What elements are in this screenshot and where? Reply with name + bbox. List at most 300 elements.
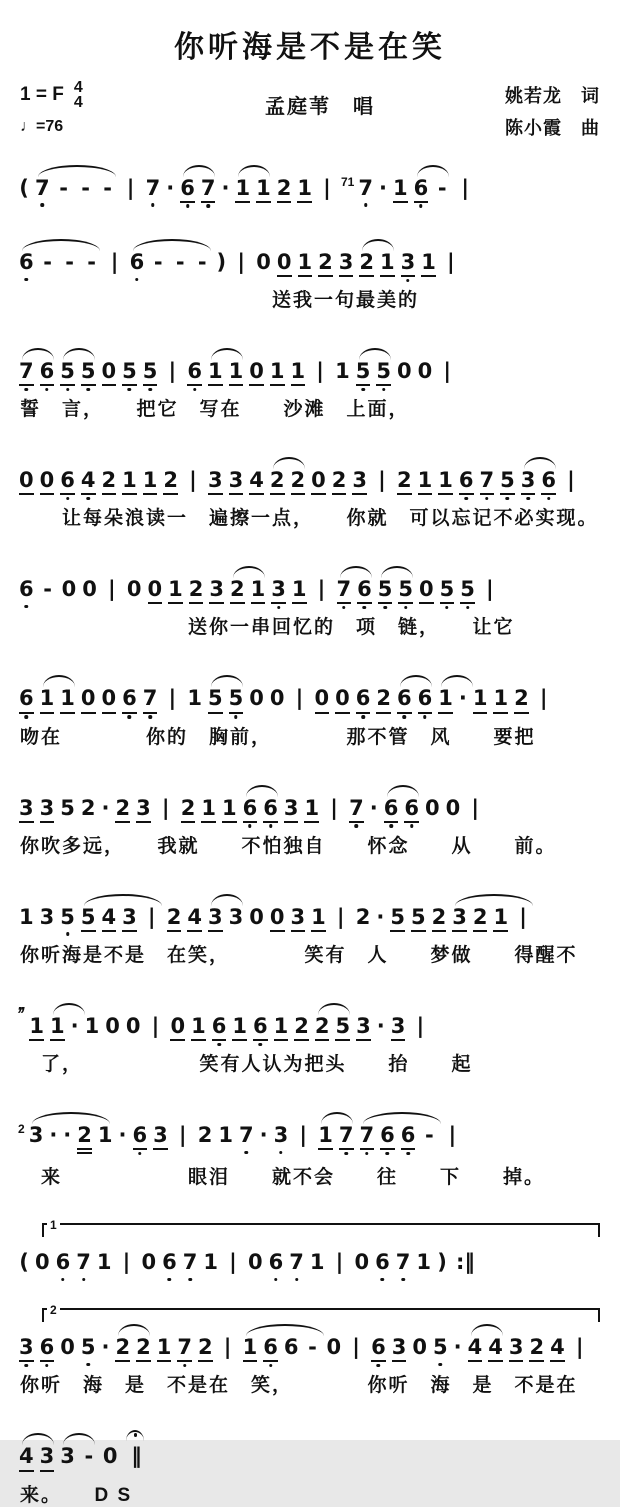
parenthesis: ( <box>19 175 29 200</box>
barline: | <box>448 1123 457 1148</box>
notation-systems <box>14 163 606 1507</box>
note: 6 <box>268 1250 284 1275</box>
note: 1 <box>243 1335 258 1362</box>
note: 1 <box>335 359 350 384</box>
note: 6 <box>380 1123 395 1150</box>
note: 2 <box>397 468 412 495</box>
note: 5 <box>60 904 75 929</box>
note: 2 <box>291 468 306 495</box>
note: 1 <box>191 1014 206 1041</box>
barline: | <box>461 175 470 200</box>
barline: | <box>168 359 177 384</box>
note: 0 <box>424 795 440 820</box>
key-signature <box>20 80 190 110</box>
note: 7 <box>360 1123 375 1150</box>
note: 0 <box>249 686 264 711</box>
duration-dash: - <box>153 249 163 274</box>
volta-bracket <box>42 1303 600 1322</box>
note: 0 <box>249 359 264 386</box>
note: 0 <box>354 1250 370 1275</box>
key-value: 1 = F <box>20 84 64 106</box>
duration-dash: - <box>425 1123 434 1148</box>
barline: | <box>471 795 480 820</box>
repeat-end-barline: :‖ <box>456 1250 475 1275</box>
note: 0 <box>102 1444 118 1469</box>
note: 0 <box>256 249 271 274</box>
lyrics-line: 送你一串回忆的 项 链， 让它 <box>20 617 515 639</box>
note: 3 <box>229 468 244 495</box>
note: 0 <box>82 577 97 602</box>
note: 1 <box>473 686 488 713</box>
note: 2 <box>529 1335 544 1362</box>
barline: | <box>447 249 455 274</box>
grace-note: 71 <box>340 174 355 189</box>
note: 2 <box>80 795 96 820</box>
note: 3 <box>271 577 286 604</box>
note: 3 <box>19 796 34 823</box>
note: 2 <box>77 1123 92 1154</box>
music-system <box>14 455 606 530</box>
duration-dash: - <box>87 249 96 274</box>
note: 2 <box>514 686 529 713</box>
barline: | <box>539 686 548 711</box>
music-system <box>14 1303 606 1397</box>
barline: | <box>317 577 326 602</box>
note: 6 <box>375 1250 390 1275</box>
note: 1 <box>203 1250 218 1275</box>
note: 7 <box>76 1250 91 1275</box>
note: 7 <box>289 1250 304 1275</box>
music-system <box>14 564 606 639</box>
note: 1 <box>292 577 307 604</box>
barline: | <box>295 686 304 711</box>
note: 0 <box>315 686 330 713</box>
note: 1 <box>229 359 244 386</box>
note: 1 <box>60 686 75 713</box>
note: 4 <box>102 905 117 932</box>
note: 6 <box>404 796 419 823</box>
note: 5 <box>80 1335 96 1360</box>
note: 6 <box>384 796 399 823</box>
note: 2 <box>473 905 488 932</box>
note: 0 <box>126 577 142 602</box>
notation-line <box>16 673 604 713</box>
note: 2 <box>318 250 333 277</box>
note: 6 <box>401 1123 416 1150</box>
barline: | <box>316 359 324 384</box>
barline: | <box>486 577 494 602</box>
note: 3 <box>392 1335 407 1362</box>
note: 1 <box>309 1250 325 1275</box>
note: 1 <box>297 176 312 203</box>
notation-line <box>16 346 604 386</box>
music-system <box>14 237 606 312</box>
augmentation-dot: · <box>369 795 378 820</box>
note: 4 <box>187 905 202 932</box>
note: 0 <box>60 1335 75 1360</box>
music-system <box>14 1110 606 1189</box>
note: 1 <box>222 796 237 823</box>
augmentation-dot: · <box>458 686 467 711</box>
note: 1 <box>96 1250 112 1275</box>
note: 0 <box>397 359 412 384</box>
note: 0 <box>102 359 117 386</box>
barline: | <box>352 1335 360 1360</box>
note: 6 <box>357 577 372 604</box>
note: 7 <box>143 686 158 713</box>
note: 3 <box>40 1444 55 1471</box>
note: 1 <box>187 686 202 711</box>
meta-row <box>14 80 606 145</box>
note: 4 <box>550 1335 565 1362</box>
music-system <box>14 346 606 421</box>
note: 5 <box>390 905 405 932</box>
tempo-marking: ♩=76 <box>20 118 64 136</box>
lyrics-line: 吻在 你的 胸前， 那不管 风 要把 <box>20 726 536 748</box>
note: 2 <box>136 1335 151 1362</box>
note: 1 <box>201 796 216 823</box>
music-system <box>14 1431 606 1506</box>
note: 6 <box>212 1014 227 1041</box>
note: 5 <box>122 359 137 386</box>
note: 5 <box>432 1335 448 1360</box>
barline: | <box>443 359 452 384</box>
note: 1 <box>19 904 34 929</box>
note: 5 <box>376 359 391 386</box>
note: 3 <box>153 1123 168 1150</box>
note: 3 <box>28 1123 44 1148</box>
duration-dash: - <box>308 1335 317 1360</box>
note: 1 <box>251 577 266 604</box>
note: 4 <box>249 468 264 495</box>
note: 7 <box>339 1123 354 1150</box>
note: 5 <box>460 577 475 604</box>
note: 1 <box>438 468 453 495</box>
note: 0 <box>270 905 285 932</box>
barline: | <box>330 795 338 820</box>
note: 7 <box>177 1335 192 1362</box>
note: 3 <box>401 250 416 277</box>
note: 7 <box>145 175 161 200</box>
note: 0 <box>326 1335 342 1360</box>
note: 7 <box>239 1123 254 1148</box>
augmentation-dot: · <box>378 175 387 200</box>
note: 6 <box>414 176 429 203</box>
note: 6 <box>19 249 34 274</box>
notation-line <box>16 163 604 203</box>
barline: | <box>178 1123 187 1148</box>
note: 1 <box>232 1014 247 1041</box>
note: 0 <box>249 904 264 929</box>
note: 5 <box>398 577 413 604</box>
note: 2 <box>102 468 117 495</box>
parenthesis: ( <box>19 1250 29 1275</box>
lyrics-line: 你吹多远， 我就 不怕独自 怀念 从 前。 <box>20 835 557 857</box>
note: 3 <box>273 1123 289 1148</box>
note: 6 <box>263 796 278 823</box>
note: 3 <box>19 1335 34 1362</box>
note: 1 <box>298 250 313 277</box>
notation-line <box>16 892 604 932</box>
note: 0 <box>248 1250 263 1275</box>
note: 7 <box>395 1250 411 1275</box>
music-system <box>14 1001 606 1076</box>
note: 1 <box>235 176 250 203</box>
notation-line <box>16 1237 604 1274</box>
song-title: 你听海是不是在笑 <box>174 31 446 64</box>
note: 2 <box>163 468 178 495</box>
augmentation-dot: · <box>259 1123 268 1148</box>
note: 1 <box>122 468 137 495</box>
note: 3 <box>60 1444 75 1469</box>
note: 1 <box>29 1014 44 1041</box>
barline: | <box>229 1250 237 1275</box>
note: 1 <box>40 686 55 713</box>
breath-mark: ’’ <box>16 1003 23 1026</box>
barline: | <box>335 1250 344 1275</box>
note: 3 <box>122 905 137 932</box>
note: 7 <box>182 1250 198 1275</box>
note: 1 <box>304 796 319 823</box>
note: 0 <box>35 1250 50 1275</box>
note: 0 <box>445 795 461 820</box>
note: 3 <box>521 468 536 495</box>
duration-dash: - <box>59 175 68 200</box>
note: 6 <box>418 686 433 713</box>
note: 5 <box>229 686 244 713</box>
note: 6 <box>180 176 195 203</box>
note: 2 <box>359 250 374 277</box>
barline: | <box>151 1013 160 1038</box>
note: 6 <box>19 577 34 602</box>
lyrics-line: 你听 海 是 不是在 笑， 你听 海 是 不是在 <box>20 1375 578 1397</box>
note: 6 <box>40 359 55 386</box>
note: 5 <box>143 359 158 386</box>
note: 3 <box>209 577 224 604</box>
barline: | <box>323 175 331 200</box>
note: 5 <box>81 359 96 386</box>
note: 1 <box>438 686 453 713</box>
augmentation-dot: · <box>101 795 110 820</box>
note: 1 <box>143 468 158 495</box>
notation-line <box>16 1322 604 1362</box>
note: 5 <box>335 1014 350 1041</box>
note: 2 <box>189 577 204 604</box>
composer-credit: 陈小霞 曲 <box>505 118 600 139</box>
note: 6 <box>459 468 474 495</box>
note: 7 <box>201 176 216 203</box>
time-signature <box>74 80 83 110</box>
note: 0 <box>61 577 77 602</box>
note: 0 <box>19 468 34 495</box>
note: 0 <box>412 1335 427 1360</box>
barline: | <box>223 1335 232 1360</box>
barline: | <box>299 1123 308 1148</box>
note: 6 <box>371 1335 386 1362</box>
note: 4 <box>488 1335 503 1362</box>
note: 7 <box>19 359 34 386</box>
note: 3 <box>356 1014 371 1041</box>
augmentation-dot: · <box>63 1123 72 1148</box>
music-system <box>14 1218 606 1275</box>
note: 6 <box>55 1250 71 1275</box>
note: 6 <box>60 468 75 495</box>
note: 5 <box>440 577 455 604</box>
volta-number: 2 <box>47 1304 60 1317</box>
note: 0 <box>141 1250 157 1275</box>
augmentation-dot: · <box>49 1123 58 1148</box>
note: 1 <box>270 359 285 386</box>
note: 6 <box>19 686 34 713</box>
barline: | <box>161 795 170 820</box>
note: 5 <box>411 905 426 932</box>
note: 2 <box>432 905 447 932</box>
note: 7 <box>337 577 352 604</box>
barline: | <box>126 175 135 200</box>
duration-dash: - <box>197 249 207 274</box>
barline: | <box>336 904 345 929</box>
notation-line <box>16 237 604 277</box>
key-signature-block <box>20 80 190 136</box>
note: 3 <box>391 1014 406 1041</box>
note: 5 <box>60 359 75 386</box>
note: 1 <box>168 577 183 604</box>
duration-dash: - <box>84 1444 94 1469</box>
barline: | <box>168 686 177 711</box>
note: 3 <box>228 904 244 929</box>
note: 6 <box>162 1250 177 1275</box>
augmentation-dot: · <box>376 904 385 929</box>
barline: | <box>416 1013 425 1038</box>
note: 0 <box>170 1014 185 1041</box>
note: 1 <box>84 1013 100 1038</box>
notation-line <box>16 564 604 604</box>
note: 5 <box>60 795 75 820</box>
note: 7 <box>358 175 373 200</box>
lyrics-line: 送我一句最美的 <box>20 290 420 312</box>
notation-line <box>16 1431 604 1471</box>
parenthesis: ) <box>216 249 227 274</box>
note: 0 <box>102 686 117 713</box>
credits-block <box>450 80 600 145</box>
notation-line <box>16 1110 604 1154</box>
volta-bracket <box>42 1218 600 1237</box>
music-system <box>14 892 606 967</box>
barline: | <box>567 468 575 493</box>
lyrics-line: 来 眼泪 就不会 往 下 掉。 <box>20 1167 546 1189</box>
note: 5 <box>208 686 223 713</box>
note: 2 <box>115 796 130 823</box>
note: 7 <box>349 796 364 823</box>
note: 5 <box>500 468 515 495</box>
barline: | <box>108 577 116 602</box>
note: 4 <box>19 1444 34 1471</box>
augmentation-dot: · <box>118 1123 127 1148</box>
note: 4 <box>81 468 96 495</box>
music-system <box>14 783 606 858</box>
note: 6 <box>187 359 202 386</box>
note: 3 <box>291 905 306 932</box>
notation-line <box>16 783 604 823</box>
note: 5 <box>378 577 393 604</box>
note: 6 <box>253 1014 268 1041</box>
note: 2 <box>355 904 371 929</box>
duration-dash: - <box>43 577 52 602</box>
note: 1 <box>157 1335 172 1362</box>
barline: | <box>237 249 246 274</box>
lyrics-line: 来。 D S <box>20 1484 133 1506</box>
note: 1 <box>416 1250 431 1275</box>
note: 6 <box>243 796 258 823</box>
note: 2 <box>332 468 347 495</box>
note: 1 <box>393 176 408 203</box>
note: 1 <box>50 1014 65 1041</box>
lyricist-credit: 姚若龙 词 <box>505 86 600 106</box>
augmentation-dot: · <box>221 175 230 200</box>
barline: | <box>575 1335 584 1360</box>
note: 6 <box>541 468 556 495</box>
time-beats: 4 <box>73 79 83 96</box>
barline: | <box>122 1250 131 1275</box>
note: 0 <box>105 1013 120 1038</box>
note: 1 <box>493 905 508 932</box>
note: 6 <box>283 1335 299 1360</box>
note: 0 <box>148 577 163 604</box>
augmentation-dot: · <box>70 1013 79 1038</box>
note: 4 <box>468 1335 483 1362</box>
note: 3 <box>509 1335 524 1362</box>
note: 1 <box>218 1123 234 1148</box>
note: 2 <box>230 577 245 604</box>
barline: | <box>519 904 527 929</box>
note: 6 <box>263 1335 278 1362</box>
note: 2 <box>115 1335 130 1362</box>
note: 2 <box>270 468 285 495</box>
note: 3 <box>208 468 223 495</box>
note: 0 <box>125 1013 141 1038</box>
augmentation-dot: · <box>166 175 175 200</box>
note: 3 <box>452 905 467 932</box>
barline: | <box>147 904 156 929</box>
note: 2 <box>167 905 182 932</box>
note: 2 <box>315 1014 330 1041</box>
note: 1 <box>380 250 395 277</box>
note: 1 <box>208 359 223 386</box>
note: 3 <box>40 796 55 823</box>
grace-note: 2 <box>18 1122 25 1137</box>
note: 2 <box>181 796 196 823</box>
duration-dash: - <box>437 175 447 200</box>
note: 1 <box>274 1014 289 1041</box>
note: 5 <box>81 905 96 932</box>
note: 0 <box>81 686 96 713</box>
note: 3 <box>352 468 367 495</box>
lyrics-line: 你听海是不是 在笑， 笑有 人 梦做 得醒不 <box>20 944 578 966</box>
note: 6 <box>122 686 137 713</box>
note: 6 <box>133 1123 148 1150</box>
music-system <box>14 163 606 203</box>
augmentation-dot: · <box>101 1335 110 1360</box>
note: 1 <box>421 250 436 277</box>
note: 3 <box>284 796 299 823</box>
note: 1 <box>493 686 508 713</box>
time-unit: 4 <box>73 94 83 112</box>
duration-dash: - <box>81 175 90 200</box>
note: 7 <box>480 468 495 495</box>
note: 2 <box>294 1014 309 1041</box>
note: 0 <box>40 468 55 495</box>
note: 6 <box>129 249 145 274</box>
